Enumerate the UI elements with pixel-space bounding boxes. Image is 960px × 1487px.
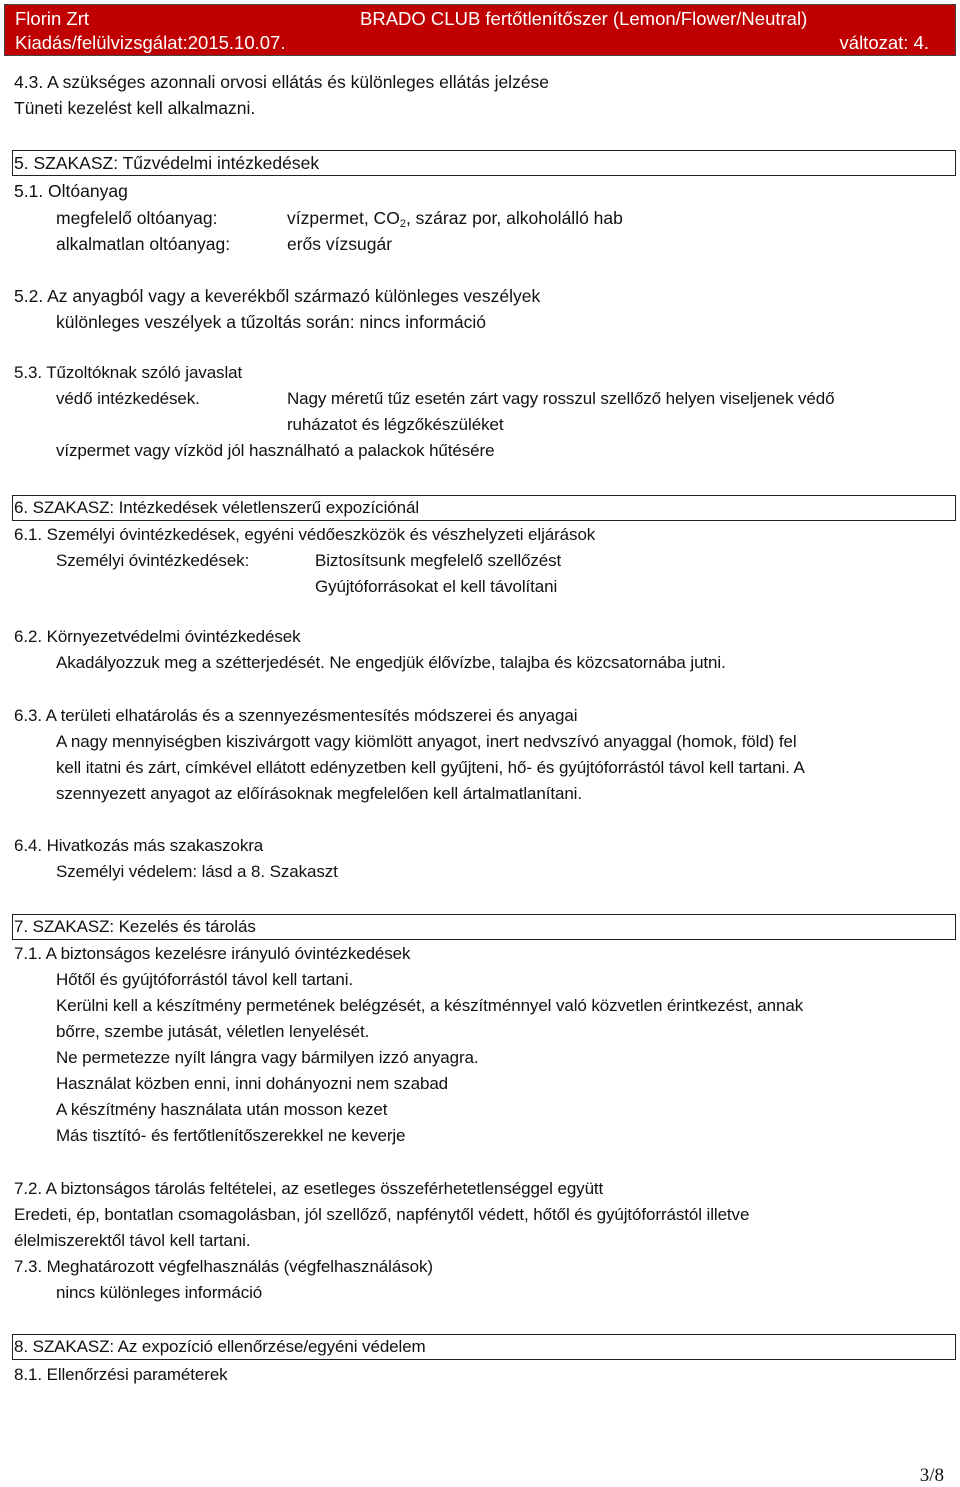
unsuitable-media-value: erős vízsugár [287,234,393,254]
section-7-1-line: Használat közben enni, inni dohányozni nem szabad [56,1074,449,1093]
section-7-3-title: 7.3. Meghatározott végfelhasználás (végfelhasználások) [14,1257,433,1276]
document-header [4,4,956,56]
section-7-2-line-1: Eredeti, ép, bontatlan csomagolásban, jól szellőző, napfénytől védett, hőtől és gyújtóforrástól illetve [14,1205,750,1224]
section-6-1-value-2: Gyújtóforrásokat el kell távolítani [315,577,558,596]
section-8-1-title: 8.1. Ellenőrzési paraméterek [14,1365,228,1384]
section-5-2-title: 5.2. Az anyagból vagy a keverékből származó különleges veszélyek [14,286,541,306]
page-number: 3/8 [919,1465,944,1486]
section-6-heading: 6. SZAKASZ: Intézkedések véletlenszerű expozíciónál [14,498,420,517]
section-6-4-text: Személyi védelem: lásd a 8. Szakaszt [56,862,338,881]
section-5-heading: 5. SZAKASZ: Tűzvédelmi intézkedések [14,153,320,173]
section-5-3-title: 5.3. Tűzoltóknak szóló javaslat [14,363,243,382]
section-7-1-title: 7.1. A biztonságos kezelésre irányuló óvintézkedések [14,944,411,963]
unsuitable-media-label: alkalmatlan oltóanyag: [56,234,231,254]
section-7-1-line: bőrre, szembe jutását, véletlen lenyelését. [56,1022,370,1041]
section-7-3-text: nincs különleges információ [56,1283,263,1302]
section-6-3-line-3: szennyezett anyagot az előírásoknak megfelelően kell ártalmatlanítani. [56,784,582,803]
section-4-3-title: 4.3. A szükséges azonnali orvosi ellátás és különleges ellátás jelzése [14,72,550,92]
section-5-3-value-2: ruházatot és légzőkészüléket [287,415,504,434]
section-7-1-line: A készítmény használata után mosson kezet [56,1100,388,1119]
section-7-1-line: Hőtől és gyújtóforrástól távol kell tartani. [56,970,354,989]
section-7-heading: 7. SZAKASZ: Kezelés és tárolás [14,917,256,936]
section-5-3-value-1: Nagy méretű tűz esetén zárt vagy rosszul szellőző helyen viseljenek védő [287,389,835,408]
section-6-2-text: Akadályozzuk meg a szétterjedését. Ne engedjük élővízbe, talajba és közcsatornába jutni. [56,653,726,672]
suitable-media-label: megfelelő oltóanyag: [56,208,218,228]
section-6-3-line-1: A nagy mennyiségben kiszivárgott vagy kiömlött anyagot, inert nedvszívó anyaggal (homok, föld) fel [56,732,797,751]
version: változat: 4. [839,32,929,53]
section-6-4-title: 6.4. Hivatkozás más szakaszokra [14,836,264,855]
section-5-3-label: védő intézkedések. [56,389,200,408]
section-7-2-line-2: élelmiszerektől távol kell tartani. [14,1231,251,1250]
section-7-2-title: 7.2. A biztonságos tárolás feltételei, az esetleges összeférhetetlenséggel együtt [14,1179,604,1198]
company-name: Florin Zrt [15,8,89,29]
product-name: BRADO CLUB fertőtlenítőszer (Lemon/Flower/Neutral) [360,8,808,29]
section-6-3-line-2: kell itatni és zárt, címkével ellátott edényzetben kell gyűjteni, hő- és gyújtóforrástól távol kell tartani. A [56,758,805,777]
section-6-1-title: 6.1. Személyi óvintézkedések, egyéni védőeszközök és vészhelyzeti eljárások [14,525,596,544]
section-5-2-text: különleges veszélyek a tűzoltás során: nincs információ [56,312,486,332]
suitable-media-value: vízpermet, $CO_2$, száraz por, alkoholálló hab [287,208,623,230]
section-7-1-line: Kerülni kell a készítmény permetének belégzését, a készítménnyel való közvetlen érintkezést, annak [56,996,804,1015]
section-8-heading: 8. SZAKASZ: Az expozíció ellenőrzése/egyéni védelem [14,1337,426,1356]
section-5-3-text: vízpermet vagy vízköd jól használható a palackok hűtésére [56,441,495,460]
section-5-1-title: 5.1. Oltóanyag [14,181,128,201]
section-6-1-label: Személyi óvintézkedések: [56,551,250,570]
section-7-1-line: Más tisztító- és fertőtlenítőszerekkel ne keverje [56,1126,406,1145]
section-4-3-text: Tüneti kezelést kell alkalmazni. [14,98,256,118]
section-6-2-title: 6.2. Környezetvédelmi óvintézkedések [14,627,301,646]
section-7-1-line: Ne permetezze nyílt lángra vagy bármilyen izzó anyagra. [56,1048,479,1067]
section-6-3-title: 6.3. A területi elhatárolás és a szennyezésmentesítés módszerei és anyagai [14,706,578,725]
issue-date: Kiadás/felülvizsgálat:2015.10.07. [15,32,286,53]
section-6-1-value-1: Biztosítsunk megfelelő szellőzést [315,551,562,570]
